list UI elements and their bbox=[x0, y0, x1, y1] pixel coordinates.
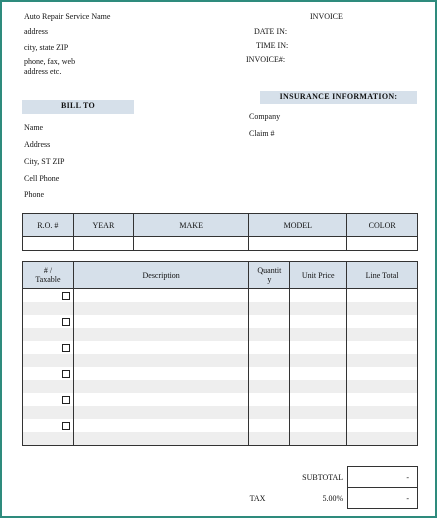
col-quantity bbox=[249, 262, 290, 289]
line-total-cell[interactable] bbox=[347, 289, 418, 303]
table-row bbox=[23, 302, 418, 315]
taxable-cell[interactable] bbox=[23, 367, 74, 380]
vehicle-table bbox=[22, 213, 418, 251]
quantity-cell[interactable] bbox=[249, 393, 290, 406]
unit-price-cell[interactable] bbox=[290, 432, 347, 446]
col-unit-price: Unit Price bbox=[290, 262, 347, 289]
line-total-cell[interactable] bbox=[347, 341, 418, 354]
taxable-cell[interactable] bbox=[23, 302, 74, 315]
company-contact: phone, fax, web bbox=[24, 57, 76, 66]
quantity-cell[interactable] bbox=[249, 328, 290, 341]
company-name: Auto Repair Service Name bbox=[24, 12, 111, 21]
description-cell[interactable] bbox=[73, 393, 248, 406]
description-cell[interactable] bbox=[73, 419, 248, 432]
taxable-checkbox[interactable] bbox=[62, 344, 70, 352]
table-row bbox=[23, 406, 418, 419]
col-quantity-line1: Quantit bbox=[257, 266, 282, 275]
taxable-cell[interactable] bbox=[23, 341, 74, 354]
date-in-label: DATE IN: bbox=[254, 27, 288, 36]
bill-to-heading: BILL TO bbox=[22, 100, 134, 114]
col-description: Description bbox=[73, 262, 248, 289]
unit-price-cell[interactable] bbox=[290, 341, 347, 354]
line-total-cell[interactable] bbox=[347, 432, 418, 446]
taxable-cell[interactable] bbox=[23, 406, 74, 419]
taxable-cell[interactable] bbox=[23, 315, 74, 328]
insurance-heading: INSURANCE INFORMATION: bbox=[260, 91, 417, 104]
table-row bbox=[23, 328, 418, 341]
col-taxable bbox=[23, 262, 74, 289]
line-total-cell[interactable] bbox=[347, 419, 418, 432]
invoice-number-label: INVOICE#: bbox=[246, 55, 286, 64]
unit-price-cell[interactable] bbox=[290, 406, 347, 419]
line-total-cell[interactable] bbox=[347, 354, 418, 367]
unit-price-cell[interactable] bbox=[290, 315, 347, 328]
line-total-cell[interactable] bbox=[347, 406, 418, 419]
description-cell[interactable] bbox=[73, 341, 248, 354]
taxable-cell[interactable] bbox=[23, 419, 74, 432]
unit-price-cell[interactable] bbox=[290, 302, 347, 315]
tax-value: - bbox=[348, 488, 418, 509]
taxable-cell[interactable] bbox=[23, 354, 74, 367]
line-total-cell[interactable] bbox=[347, 380, 418, 393]
year-cell[interactable] bbox=[73, 237, 134, 251]
time-in-label: TIME IN: bbox=[256, 41, 289, 50]
items-table bbox=[22, 261, 418, 446]
line-total-cell[interactable] bbox=[347, 328, 418, 341]
taxable-checkbox[interactable] bbox=[62, 422, 70, 430]
bill-to-cell-phone: Cell Phone bbox=[24, 174, 60, 183]
taxable-cell[interactable] bbox=[23, 289, 74, 303]
description-cell[interactable] bbox=[73, 302, 248, 315]
col-color: COLOR bbox=[347, 214, 418, 237]
company-city: city, state ZIP bbox=[24, 43, 69, 52]
quantity-cell[interactable] bbox=[249, 406, 290, 419]
description-cell[interactable] bbox=[73, 367, 248, 380]
description-cell[interactable] bbox=[73, 328, 248, 341]
taxable-cell[interactable] bbox=[23, 380, 74, 393]
insurance-company: Company bbox=[249, 112, 281, 121]
table-row bbox=[23, 289, 418, 303]
unit-price-cell[interactable] bbox=[290, 289, 347, 303]
description-cell[interactable] bbox=[73, 432, 248, 446]
tax-label: TAX bbox=[249, 493, 266, 503]
company-address-etc: address etc. bbox=[24, 67, 62, 76]
col-taxable-line2: Taxable bbox=[35, 275, 61, 284]
subtotal-value: - bbox=[348, 467, 418, 488]
description-cell[interactable] bbox=[73, 289, 248, 303]
table-row bbox=[23, 315, 418, 328]
insurance-claim: Claim # bbox=[249, 129, 275, 138]
col-quantity-line2: y bbox=[267, 275, 272, 284]
invoice-title: INVOICE bbox=[310, 12, 343, 21]
taxable-cell[interactable] bbox=[23, 393, 74, 406]
unit-price-cell[interactable] bbox=[290, 380, 347, 393]
taxable-checkbox[interactable] bbox=[62, 292, 70, 300]
col-taxable-line1: # / bbox=[43, 266, 53, 275]
description-cell[interactable] bbox=[73, 315, 248, 328]
company-address: address bbox=[24, 27, 48, 36]
subtotal-label: SUBTOTAL bbox=[302, 472, 344, 482]
taxable-checkbox[interactable] bbox=[62, 396, 70, 404]
col-ro-number: R.O. # bbox=[23, 214, 74, 237]
line-total-cell[interactable] bbox=[347, 315, 418, 328]
quantity-cell[interactable] bbox=[249, 432, 290, 446]
bill-to-phone: Phone bbox=[24, 190, 44, 199]
quantity-cell[interactable] bbox=[249, 302, 290, 315]
description-cell[interactable] bbox=[73, 406, 248, 419]
quantity-cell[interactable] bbox=[249, 380, 290, 393]
model-cell[interactable] bbox=[249, 237, 347, 251]
totals-table bbox=[22, 466, 418, 509]
unit-price-cell[interactable] bbox=[290, 419, 347, 432]
table-row bbox=[23, 341, 418, 354]
description-cell[interactable] bbox=[73, 354, 248, 367]
table-row bbox=[23, 354, 418, 367]
bill-to-name: Name bbox=[24, 123, 44, 132]
quantity-cell[interactable] bbox=[249, 315, 290, 328]
bill-to-address: Address bbox=[24, 140, 51, 149]
description-cell[interactable] bbox=[73, 380, 248, 393]
taxable-cell[interactable] bbox=[23, 328, 74, 341]
quantity-cell[interactable] bbox=[249, 354, 290, 367]
col-make: MAKE bbox=[134, 214, 249, 237]
table-row bbox=[23, 380, 418, 393]
unit-price-cell[interactable] bbox=[290, 328, 347, 341]
color-cell[interactable] bbox=[347, 237, 418, 251]
unit-price-cell[interactable] bbox=[290, 393, 347, 406]
table-row bbox=[23, 393, 418, 406]
col-year: YEAR bbox=[73, 214, 134, 237]
taxable-checkbox[interactable] bbox=[62, 318, 70, 326]
line-total-cell[interactable] bbox=[347, 393, 418, 406]
quantity-cell[interactable] bbox=[249, 367, 290, 380]
col-model: MODEL bbox=[249, 214, 347, 237]
ro-number-cell[interactable] bbox=[23, 237, 74, 251]
quantity-cell[interactable] bbox=[249, 289, 290, 303]
table-row bbox=[23, 432, 418, 446]
table-row bbox=[23, 367, 418, 380]
taxable-checkbox[interactable] bbox=[62, 370, 70, 378]
table-row bbox=[23, 419, 418, 432]
line-total-cell[interactable] bbox=[347, 302, 418, 315]
quantity-cell[interactable] bbox=[249, 341, 290, 354]
line-total-cell[interactable] bbox=[347, 367, 418, 380]
quantity-cell[interactable] bbox=[249, 419, 290, 432]
col-line-total: Line Total bbox=[347, 262, 418, 289]
taxable-cell[interactable] bbox=[23, 432, 74, 446]
bill-to-city: City, ST ZIP bbox=[24, 157, 65, 166]
tax-rate: 5.00% bbox=[322, 493, 344, 503]
unit-price-cell[interactable] bbox=[290, 354, 347, 367]
unit-price-cell[interactable] bbox=[290, 367, 347, 380]
make-cell[interactable] bbox=[134, 237, 249, 251]
